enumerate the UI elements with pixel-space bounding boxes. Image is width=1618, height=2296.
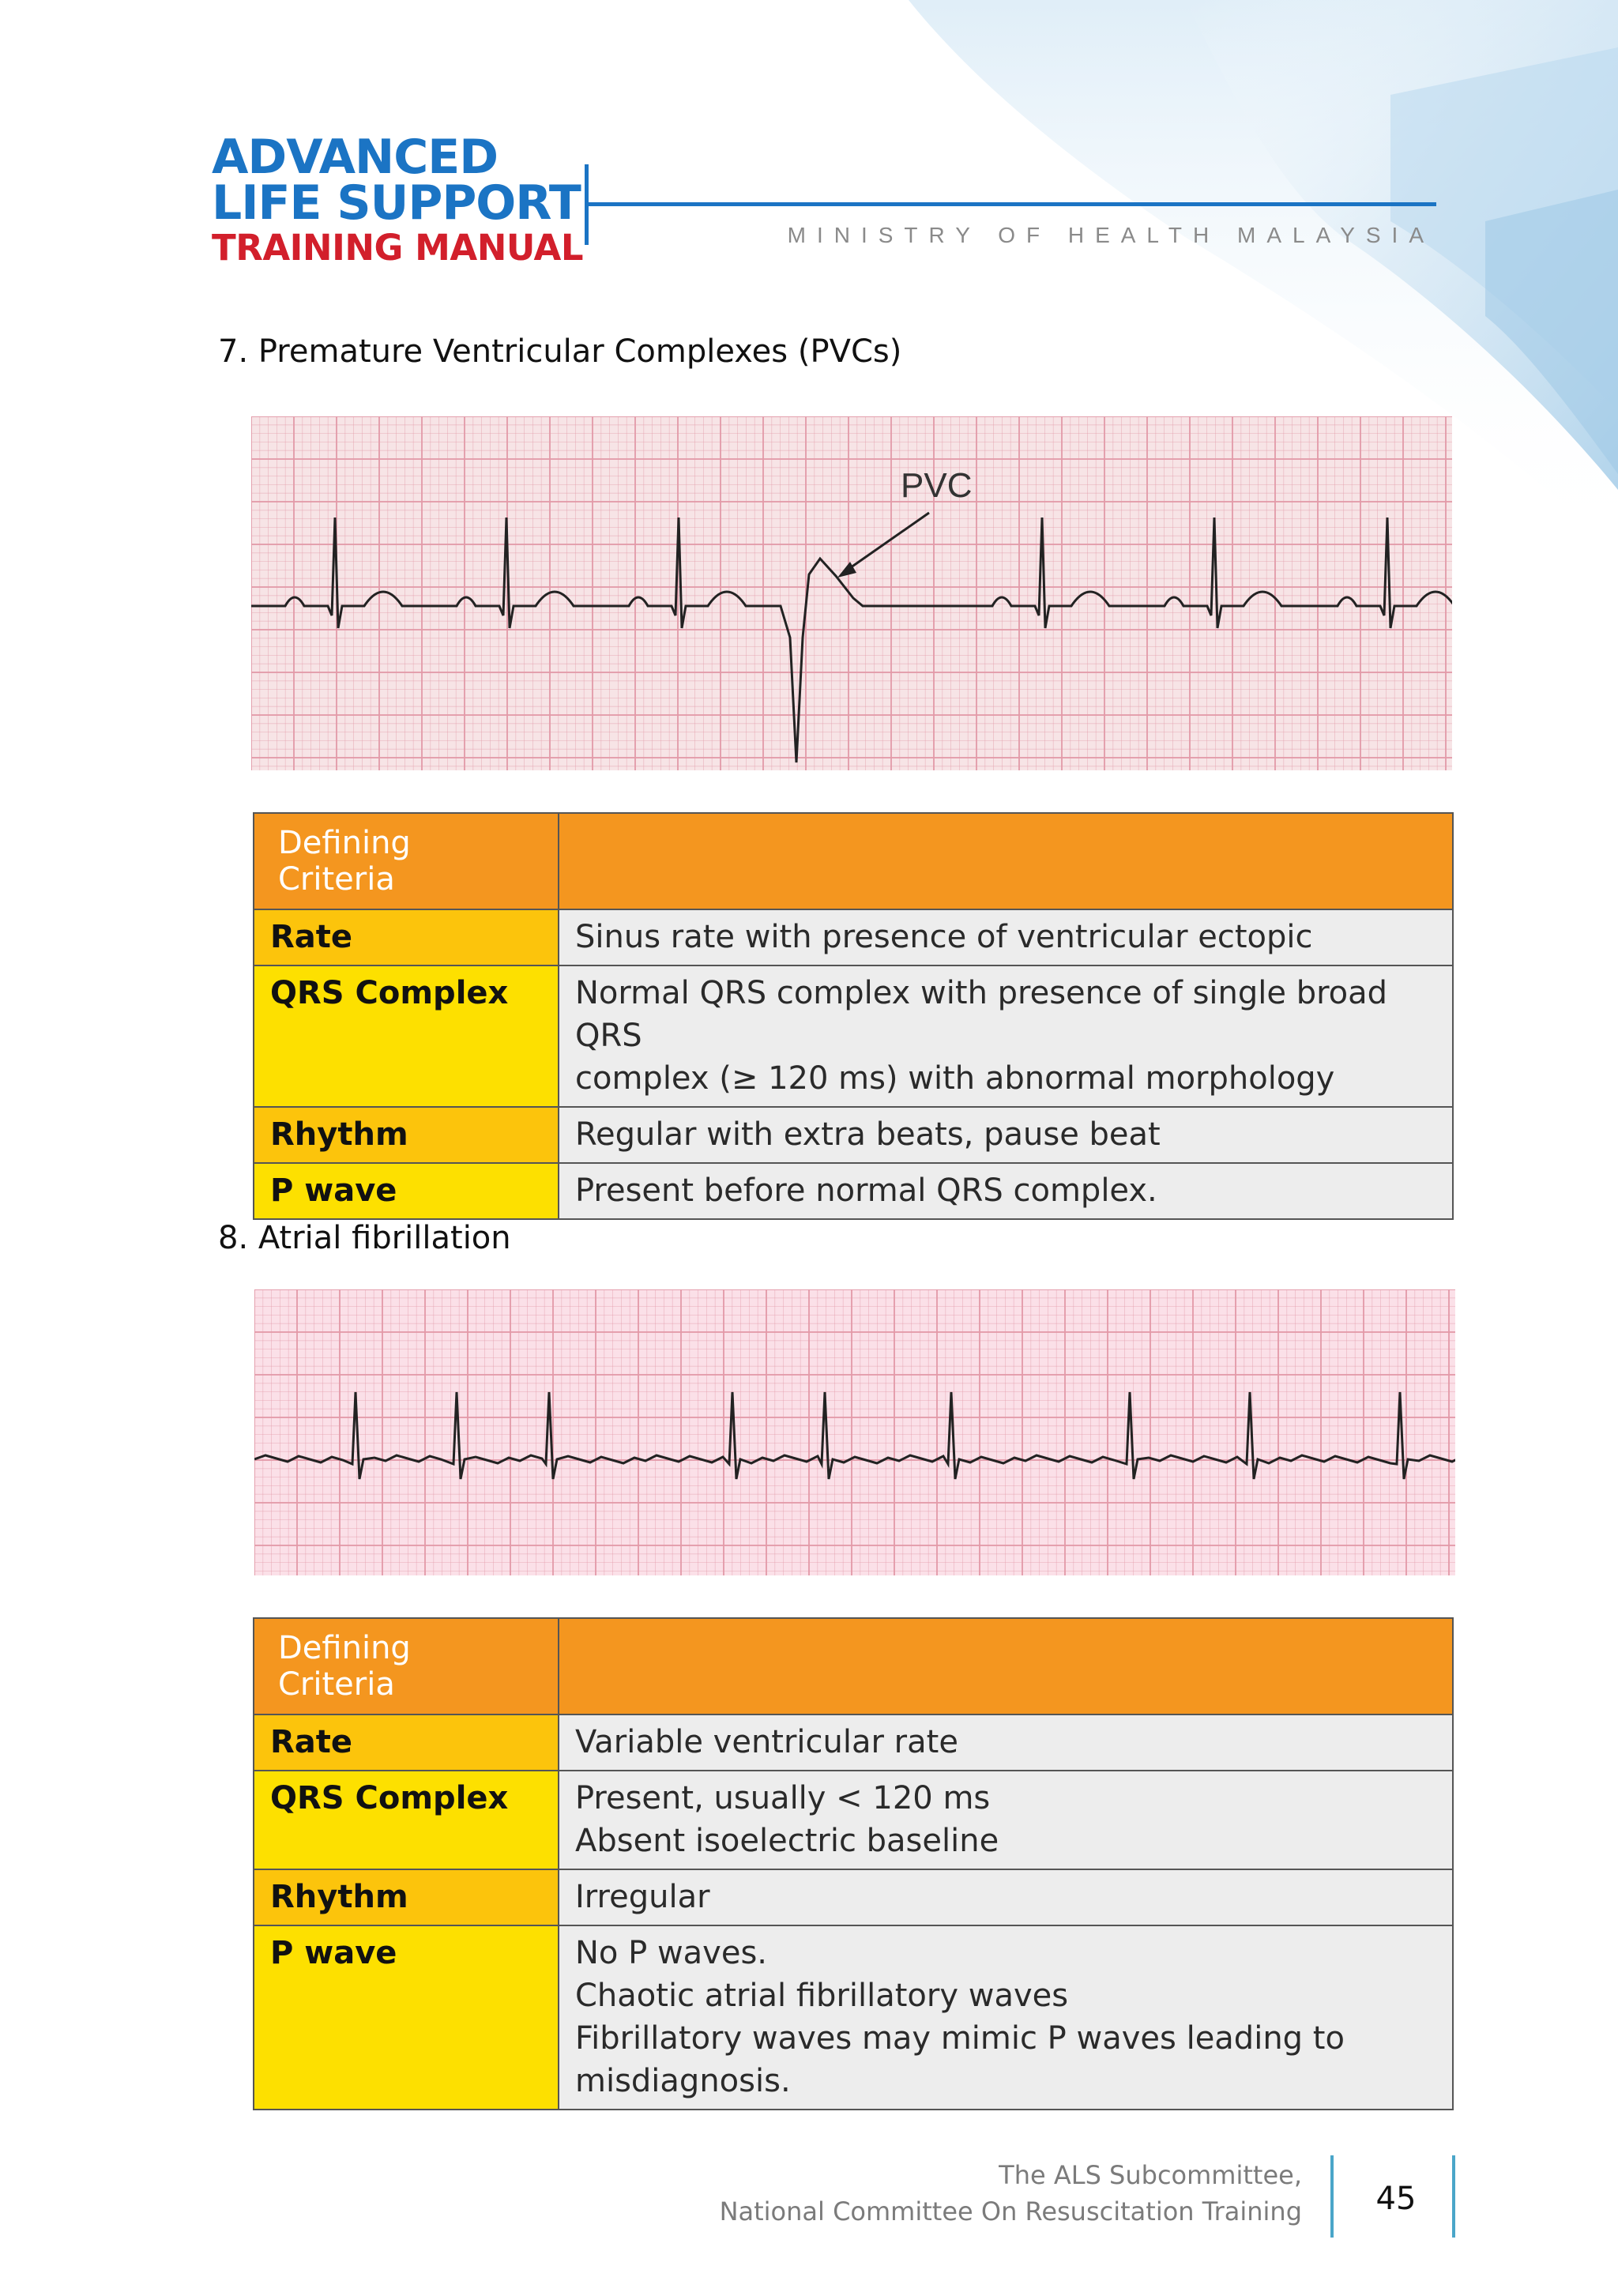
footer-line-1: The ALS Subcommittee,: [999, 2160, 1302, 2190]
footer-divider-right: [1452, 2155, 1455, 2238]
table-row: [254, 1163, 1453, 1219]
criteria-value: [559, 1107, 1453, 1163]
value-line: Present before normal QRS complex.: [575, 1172, 1157, 1209]
criteria-value: [559, 965, 1453, 1107]
manual-logo: [212, 130, 584, 270]
criteria-label: Rhythm: [254, 1107, 559, 1163]
value-line: Regular with extra beats, pause beat: [575, 1116, 1161, 1153]
table-row: [254, 909, 1453, 965]
ministry-label: MINISTRY OF HEALTH MALAYSIA: [787, 223, 1435, 247]
table-row: [254, 1925, 1453, 2110]
ecg-strip-pvc: [251, 416, 1452, 770]
value-line: Present, usually < 120 ms: [575, 1780, 991, 1816]
footer-divider-left: [1330, 2155, 1334, 2238]
table-row: [254, 1107, 1453, 1163]
criteria-label: Rate: [254, 1714, 559, 1771]
criteria-value: [559, 1714, 1453, 1771]
table-row: [254, 1714, 1453, 1771]
criteria-label: QRS Complex: [254, 1771, 559, 1869]
criteria-label: Rate: [254, 909, 559, 965]
value-line: Chaotic atrial fibrillatory waves: [575, 1978, 1069, 2014]
value-line: Fibrillatory waves may mimic P waves leading to: [575, 2020, 1345, 2057]
table-header-empty: [559, 1618, 1453, 1714]
logo-line-2: LIFE SUPPORT: [212, 175, 581, 231]
criteria-value: [559, 1925, 1453, 2110]
header-divider-horizontal: [586, 202, 1436, 206]
logo-line-3: TRAINING MANUAL: [212, 227, 584, 269]
criteria-label: Rhythm: [254, 1869, 559, 1925]
criteria-value: [559, 1163, 1453, 1219]
footer-line-2: National Committee On Resuscitation Training: [719, 2196, 1302, 2226]
logo-line-1: ADVANCED: [212, 130, 499, 185]
criteria-table-af: [253, 1617, 1454, 2110]
value-line: Sinus rate with presence of ventricular ectopic: [575, 919, 1313, 955]
pvc-annotation: PVC: [901, 466, 973, 505]
value-line: misdiagnosis.: [575, 2063, 791, 2099]
section-title-pvc: 7. Premature Ventricular Complexes (PVCs): [218, 333, 902, 370]
table-row: [254, 1771, 1453, 1869]
criteria-label: QRS Complex: [254, 965, 559, 1107]
table-header-label: Defining Criteria: [254, 813, 559, 909]
criteria-label: P wave: [254, 1163, 559, 1219]
criteria-value: [559, 909, 1453, 965]
value-line: Normal QRS complex with presence of single broad QRS: [575, 975, 1388, 1054]
page-number: 45: [1375, 2181, 1417, 2217]
value-line: complex (≥ 120 ms) with abnormal morphology: [575, 1060, 1335, 1097]
criteria-value: [559, 1771, 1453, 1869]
criteria-label: P wave: [254, 1925, 559, 2110]
footer-credit: [720, 2157, 1302, 2230]
table-row: [254, 1869, 1453, 1925]
value-line: No P waves.: [575, 1935, 768, 1971]
value-line: Variable ventricular rate: [575, 1724, 958, 1760]
value-line: Absent isoelectric baseline: [575, 1823, 999, 1859]
ecg-strip-af: [254, 1289, 1455, 1575]
section-title-af: 8. Atrial fibrillation: [218, 1220, 511, 1256]
table-header-label: Defining Criteria: [254, 1618, 559, 1714]
table-row: [254, 965, 1453, 1107]
criteria-table-pvc: [253, 812, 1454, 1220]
table-header-empty: [559, 813, 1453, 909]
value-line: Irregular: [575, 1879, 710, 1915]
criteria-value: [559, 1869, 1453, 1925]
